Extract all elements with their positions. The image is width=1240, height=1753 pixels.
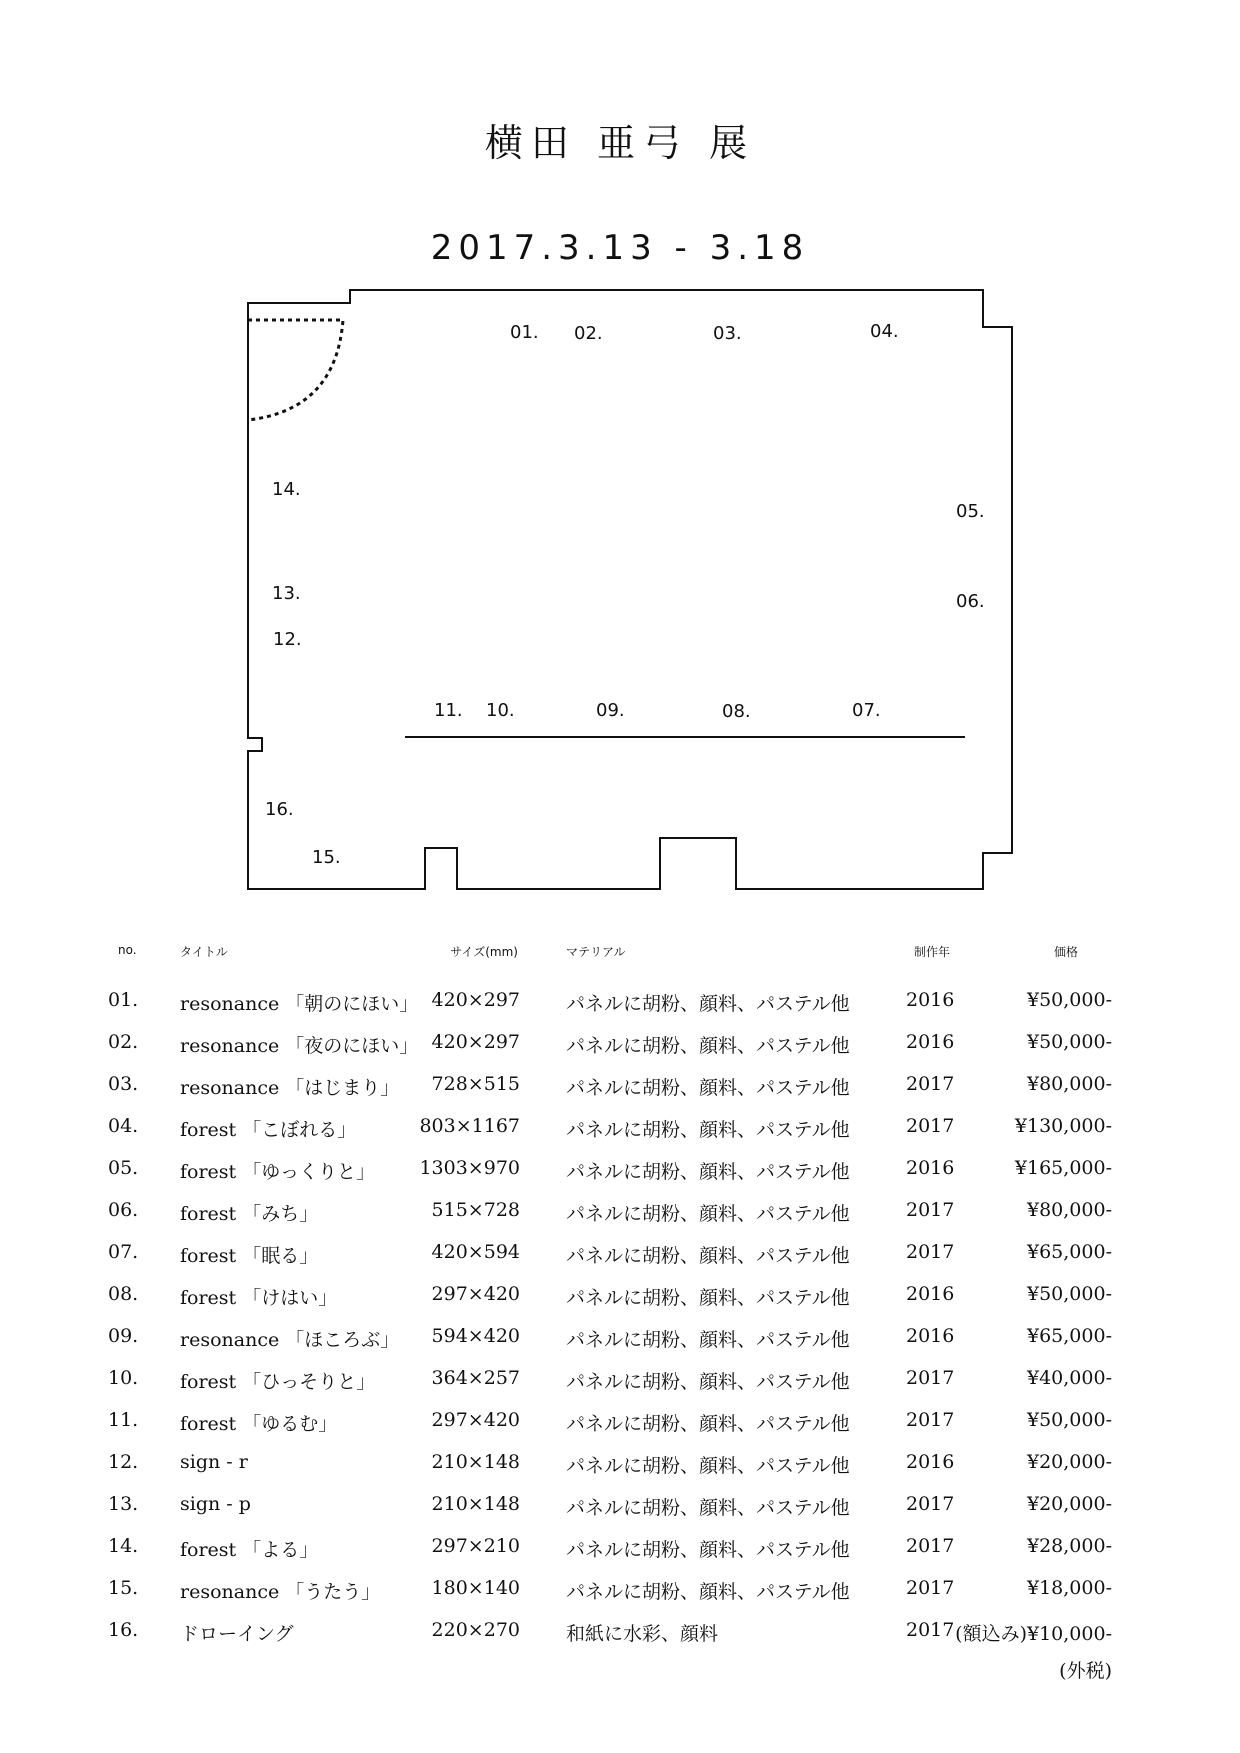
table-row bbox=[0, 1409, 1240, 1449]
row-year: 2017 bbox=[906, 1409, 955, 1431]
row-size: 210×148 bbox=[431, 1451, 520, 1473]
plan-label-05: 05. bbox=[956, 501, 985, 522]
row-year: 2017 bbox=[906, 1241, 955, 1263]
table-row bbox=[0, 1619, 1240, 1659]
row-material: パネルに胡粉、顔料、パステル他 bbox=[566, 1287, 850, 1309]
row-year: 2016 bbox=[906, 1283, 955, 1305]
table-row bbox=[0, 1283, 1240, 1323]
door-swing bbox=[248, 320, 343, 420]
row-title: sign - p bbox=[180, 1493, 251, 1515]
row-price: ¥28,000- bbox=[1027, 1535, 1112, 1557]
row-size: 728×515 bbox=[431, 1073, 520, 1095]
row-material: パネルに胡粉、顔料、パステル他 bbox=[566, 1161, 850, 1183]
plan-label-16: 16. bbox=[265, 799, 294, 820]
row-year: 2016 bbox=[906, 989, 955, 1011]
plan-label-09: 09. bbox=[596, 700, 625, 721]
row-year: 2016 bbox=[906, 1031, 955, 1053]
row-year: 2017 bbox=[906, 1115, 955, 1137]
row-no: 09. bbox=[108, 1325, 139, 1347]
header-material: マテリアル bbox=[566, 945, 626, 959]
row-title: resonance 「夜のにほい」 bbox=[180, 1035, 419, 1057]
row-material: パネルに胡粉、顔料、パステル他 bbox=[566, 1329, 850, 1351]
row-size: 803×1167 bbox=[419, 1115, 520, 1137]
tax-note: (外税) bbox=[1059, 1660, 1112, 1682]
row-material: パネルに胡粉、顔料、パステル他 bbox=[566, 1245, 850, 1267]
row-material: パネルに胡粉、顔料、パステル他 bbox=[566, 1497, 850, 1519]
row-title: resonance 「ほころぶ」 bbox=[180, 1329, 400, 1351]
row-no: 02. bbox=[108, 1031, 139, 1053]
row-year: 2017 bbox=[906, 1493, 955, 1515]
row-title: forest 「ひっそりと」 bbox=[180, 1371, 376, 1393]
row-material: パネルに胡粉、顔料、パステル他 bbox=[566, 1539, 850, 1561]
row-size: 1303×970 bbox=[419, 1157, 520, 1179]
row-no: 04. bbox=[108, 1115, 139, 1137]
row-year: 2016 bbox=[906, 1157, 955, 1179]
header-year: 制作年 bbox=[914, 945, 951, 959]
row-price: ¥20,000- bbox=[1027, 1451, 1112, 1473]
row-year: 2016 bbox=[906, 1325, 955, 1347]
row-material: パネルに胡粉、顔料、パステル他 bbox=[566, 1077, 850, 1099]
row-price: ¥65,000- bbox=[1027, 1241, 1112, 1263]
plan-label-06: 06. bbox=[956, 591, 985, 612]
row-year: 2017 bbox=[906, 1199, 955, 1221]
row-material: 和紙に水彩、顔料 bbox=[566, 1623, 719, 1645]
row-price: ¥50,000- bbox=[1027, 1283, 1112, 1305]
plan-label-13: 13. bbox=[272, 583, 301, 604]
row-title: forest 「よる」 bbox=[180, 1539, 319, 1561]
plan-label-11: 11. bbox=[434, 700, 463, 721]
row-size: 420×297 bbox=[431, 989, 520, 1011]
row-title: sign - r bbox=[180, 1451, 248, 1473]
row-price: ¥80,000- bbox=[1027, 1199, 1112, 1221]
row-price: ¥130,000- bbox=[1014, 1115, 1112, 1137]
row-title: forest 「眠る」 bbox=[180, 1245, 319, 1267]
row-year: 2017 bbox=[906, 1619, 955, 1641]
table-row bbox=[0, 1577, 1240, 1617]
row-material: パネルに胡粉、顔料、パステル他 bbox=[566, 1203, 850, 1225]
row-no: 08. bbox=[108, 1283, 139, 1305]
row-price: ¥80,000- bbox=[1027, 1073, 1112, 1095]
row-year: 2017 bbox=[906, 1073, 955, 1095]
table-row bbox=[0, 1115, 1240, 1155]
row-price: ¥65,000- bbox=[1027, 1325, 1112, 1347]
row-title: forest 「こぼれる」 bbox=[180, 1119, 357, 1141]
plan-label-01: 01. bbox=[510, 322, 539, 343]
plan-label-15: 15. bbox=[312, 847, 341, 868]
table-row bbox=[0, 1241, 1240, 1281]
row-size: 594×420 bbox=[431, 1325, 520, 1347]
row-no: 11. bbox=[108, 1409, 139, 1431]
row-price: ¥18,000- bbox=[1027, 1577, 1112, 1599]
row-size: 420×297 bbox=[431, 1031, 520, 1053]
row-no: 13. bbox=[108, 1493, 139, 1515]
row-year: 2017 bbox=[906, 1577, 955, 1599]
table-row bbox=[0, 1493, 1240, 1533]
header-price: 価格 bbox=[1054, 945, 1079, 959]
row-material: パネルに胡粉、顔料、パステル他 bbox=[566, 1581, 850, 1603]
row-year: 2017 bbox=[906, 1535, 955, 1557]
table-row bbox=[0, 1325, 1240, 1365]
table-row bbox=[0, 1535, 1240, 1575]
row-title: resonance 「はじまり」 bbox=[180, 1077, 400, 1099]
floor-plan-walls bbox=[248, 290, 1012, 889]
table-row bbox=[0, 1199, 1240, 1239]
row-material: パネルに胡粉、顔料、パステル他 bbox=[566, 1455, 850, 1477]
row-no: 16. bbox=[108, 1619, 139, 1641]
plan-label-10: 10. bbox=[486, 700, 515, 721]
table-row bbox=[0, 1031, 1240, 1071]
header-size: サイズ(mm) bbox=[450, 945, 518, 959]
table-row bbox=[0, 989, 1240, 1029]
exhibition-dates: 2017.3.13 - 3.18 bbox=[430, 228, 810, 268]
row-size: 297×420 bbox=[431, 1409, 520, 1431]
row-title: resonance 「朝のにほい」 bbox=[180, 993, 419, 1015]
header-no: no. bbox=[118, 943, 137, 957]
plan-label-12: 12. bbox=[273, 629, 302, 650]
row-no: 05. bbox=[108, 1157, 139, 1179]
row-no: 03. bbox=[108, 1073, 139, 1095]
row-material: パネルに胡粉、顔料、パステル他 bbox=[566, 993, 850, 1015]
page-title: 横田 亜弓 展 bbox=[484, 121, 756, 165]
row-no: 14. bbox=[108, 1535, 139, 1557]
row-material: パネルに胡粉、顔料、パステル他 bbox=[566, 1371, 850, 1393]
row-title: forest 「けはい」 bbox=[180, 1287, 338, 1309]
row-no: 10. bbox=[108, 1367, 139, 1389]
row-no: 01. bbox=[108, 989, 139, 1011]
row-year: 2017 bbox=[906, 1367, 955, 1389]
row-price: ¥20,000- bbox=[1027, 1493, 1112, 1515]
row-year: 2016 bbox=[906, 1451, 955, 1473]
plan-label-08: 08. bbox=[722, 701, 751, 722]
plan-label-14: 14. bbox=[272, 479, 301, 500]
row-size: 420×594 bbox=[431, 1241, 520, 1263]
table-row bbox=[0, 1451, 1240, 1491]
row-material: パネルに胡粉、顔料、パステル他 bbox=[566, 1119, 850, 1141]
plan-label-04: 04. bbox=[870, 321, 899, 342]
row-material: パネルに胡粉、顔料、パステル他 bbox=[566, 1413, 850, 1435]
row-price: ¥165,000- bbox=[1014, 1157, 1112, 1179]
row-price: ¥50,000- bbox=[1027, 1031, 1112, 1053]
row-no: 07. bbox=[108, 1241, 139, 1263]
row-size: 297×210 bbox=[431, 1535, 520, 1557]
row-price: ¥50,000- bbox=[1027, 1409, 1112, 1431]
row-size: 220×270 bbox=[431, 1619, 520, 1641]
row-size: 364×257 bbox=[431, 1367, 520, 1389]
row-price: ¥40,000- bbox=[1027, 1367, 1112, 1389]
row-title: resonance 「うたう」 bbox=[180, 1581, 381, 1603]
row-title: forest 「ゆるむ」 bbox=[180, 1413, 338, 1435]
row-no: 12. bbox=[108, 1451, 139, 1473]
row-title: ドローイング bbox=[180, 1623, 294, 1645]
row-price: ¥50,000- bbox=[1027, 989, 1112, 1011]
row-no: 06. bbox=[108, 1199, 139, 1221]
row-material: パネルに胡粉、顔料、パステル他 bbox=[566, 1035, 850, 1057]
table-row bbox=[0, 1157, 1240, 1197]
plan-label-02: 02. bbox=[574, 323, 603, 344]
table-row bbox=[0, 1073, 1240, 1113]
header-title: タイトル bbox=[180, 945, 228, 959]
row-price: (額込み)¥10,000- bbox=[955, 1623, 1112, 1645]
row-size: 515×728 bbox=[431, 1199, 520, 1221]
row-size: 297×420 bbox=[431, 1283, 520, 1305]
row-no: 15. bbox=[108, 1577, 139, 1599]
plan-label-07: 07. bbox=[852, 700, 881, 721]
table-row bbox=[0, 1367, 1240, 1407]
row-size: 180×140 bbox=[431, 1577, 520, 1599]
plan-label-03: 03. bbox=[713, 323, 742, 344]
row-title: forest 「みち」 bbox=[180, 1203, 319, 1225]
row-size: 210×148 bbox=[431, 1493, 520, 1515]
row-title: forest 「ゆっくりと」 bbox=[180, 1161, 376, 1183]
